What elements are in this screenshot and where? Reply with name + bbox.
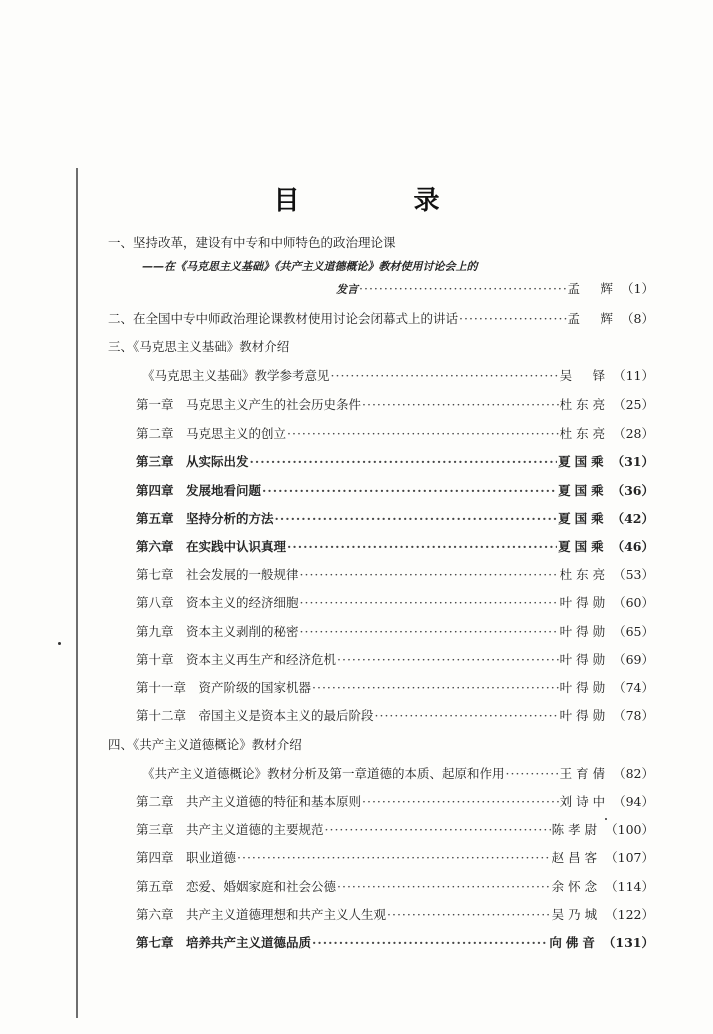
toc-entry-label: 《马克思主义基础》教学参考意见 [142, 368, 330, 383]
toc-entry-label: 第五章 坚持分析的方法 [136, 511, 274, 526]
toc-entry-page: （25） [613, 397, 654, 412]
toc-entry-author: 赵昌客 [551, 850, 602, 865]
toc-entry [142, 764, 654, 784]
toc-entry [136, 848, 654, 868]
toc-entry-page: （65） [613, 624, 654, 639]
toc-entry-author: 叶得勋 [559, 680, 610, 695]
toc-entry-page: （53） [613, 567, 654, 582]
toc-entry [136, 481, 654, 501]
toc-entry-label: 第三章 从实际出发 [136, 454, 249, 469]
toc-entry-author: 余怀念 [551, 879, 602, 894]
dot-leader [387, 905, 551, 925]
toc-entry-page: （28） [613, 426, 654, 441]
toc-entry-author: 夏国乘 [558, 483, 608, 498]
toc-heading-4: 四、《共产主义道德概论》教材介绍 [108, 737, 302, 752]
toc-entry-label: 发言 [336, 283, 358, 296]
toc-entry-author: 叶得勋 [559, 595, 610, 610]
toc-entry-author: 刘诗中 [559, 794, 610, 809]
toc-entry-label: 第十章 资本主义再生产和经济危机 [136, 652, 337, 667]
toc-entry-author: 杜东亮 [559, 426, 610, 441]
toc-entry-author: 叶得勋 [559, 708, 610, 723]
page-title: 目 录 [273, 186, 484, 216]
dot-leader [506, 764, 559, 784]
dot-leader [362, 792, 559, 812]
toc-entry-page: （114） [605, 879, 654, 894]
toc-entry-label: 第十二章 帝国主义是资本主义的最后阶段 [136, 708, 374, 723]
dot-leader [287, 537, 557, 557]
toc-entry-page: （107） [605, 850, 654, 865]
dot-leader [312, 933, 548, 953]
toc-subheading-1: ——在《马克思主义基础》《共产主义道德概论》教材使用讨论会上的 [142, 260, 478, 273]
dot-leader [337, 877, 551, 897]
dot-leader [300, 622, 559, 642]
toc-entry-author: 夏国乘 [558, 511, 608, 526]
dot-leader [375, 706, 559, 726]
dot-leader [275, 509, 558, 529]
toc-entry-author: 杜东亮 [559, 397, 610, 412]
toc-entry-page: （42） [611, 511, 654, 526]
toc-entry-label: 第四章 职业道德 [136, 850, 237, 865]
toc-entry-page: （36） [611, 483, 654, 498]
toc-entry [136, 792, 654, 812]
dot-leader [300, 565, 559, 585]
binding-edge-line [76, 168, 78, 1018]
toc-entry-label: 第八章 资本主义的经济细胞 [136, 595, 299, 610]
dot-leader [325, 820, 551, 840]
toc-entry-author: 吴乃城 [551, 907, 602, 922]
toc-entry-author: 叶得勋 [559, 624, 610, 639]
dot-leader [300, 593, 559, 613]
toc-entry [136, 593, 654, 613]
toc-entry-label: 第九章 资本主义剥削的秘密 [136, 624, 299, 639]
toc-entry [142, 366, 654, 386]
toc-entry-page: （100） [605, 822, 654, 837]
toc-entry-label: 第五章 恋爱、婚姻家庭和社会公德 [136, 879, 337, 894]
toc-entry [136, 452, 654, 472]
dot-leader [359, 279, 567, 299]
toc-entry-author: 向佛音 [549, 935, 599, 950]
toc-entry [136, 820, 654, 840]
toc-entry-page: （78） [613, 708, 654, 723]
toc-entry-page: （8） [621, 311, 654, 326]
toc-entry-label: 第三章 共产主义道德的主要规范 [136, 822, 324, 837]
toc-heading-1: 一、坚持改革，建设有中专和中师特色的政治理论课 [108, 235, 396, 250]
toc-entry-label: 第六章 在实践中认识真理 [136, 539, 287, 554]
toc-entry [136, 678, 654, 698]
toc-entry-author: 吴 铎 [559, 368, 610, 383]
toc-entry-page: （94） [613, 794, 654, 809]
toc-entry [136, 565, 654, 585]
toc-entry-1 [336, 279, 654, 299]
toc-entry-author: 孟 辉 [567, 311, 618, 326]
toc-entry-author: 孟 辉 [567, 281, 618, 296]
toc-entry-author: 夏国乘 [558, 539, 608, 554]
toc-entry [136, 537, 654, 557]
toc-entry-2 [108, 309, 654, 329]
toc-entry-label: 第十一章 资产阶级的国家机器 [136, 680, 312, 695]
toc-entry-page: （11） [613, 368, 654, 383]
toc-entry-page: （46） [611, 539, 654, 554]
scan-speck [58, 642, 61, 645]
toc-entry-label: 第六章 共产主义道德理想和共产主义人生观 [136, 907, 387, 922]
toc-entry-page: （122） [605, 907, 654, 922]
toc-entry-author: 叶得勋 [559, 652, 610, 667]
toc-entry-label: 第七章 社会发展的一般规律 [136, 567, 299, 582]
toc-entry-label: 二、在全国中专中师政治理论课教材使用讨论会闭幕式上的讲话 [108, 311, 459, 326]
dot-leader [459, 309, 567, 329]
toc-entry [136, 424, 654, 444]
toc-heading-3: 三、《马克思主义基础》教材介绍 [108, 339, 290, 354]
toc-entry-label: 第四章 发展地看问题 [136, 483, 262, 498]
dot-leader [331, 366, 559, 386]
toc-entry [136, 622, 654, 642]
toc-entry [136, 395, 654, 415]
toc-entry-label: 第七章 培养共产主义道德品质 [136, 935, 312, 950]
toc-entry-author: 夏国乘 [558, 454, 608, 469]
dot-leader [312, 678, 559, 698]
toc-entry-author: 陈孝尉 [551, 822, 602, 837]
toc-entry [136, 706, 654, 726]
toc-entry-page: （31） [611, 454, 654, 469]
toc-entry-page: （82） [613, 766, 654, 781]
dot-leader [337, 650, 559, 670]
dot-leader [362, 395, 559, 415]
toc-entry [136, 933, 654, 953]
toc-entry [136, 509, 654, 529]
toc-entry-author: 王育倩 [559, 766, 610, 781]
dot-leader [287, 424, 559, 444]
toc-entry-label: 《共产主义道德概论》教材分析及第一章道德的本质、起原和作用 [142, 766, 505, 781]
dot-leader [262, 481, 557, 501]
toc-entry-label: 第二章 共产主义道德的特征和基本原则 [136, 794, 362, 809]
toc-entry-label: 第一章 马克思主义产生的社会历史条件 [136, 397, 362, 412]
toc-entry-author: 杜东亮 [559, 567, 610, 582]
toc-entry [136, 877, 654, 897]
dot-leader [250, 452, 558, 472]
toc-entry-page: （74） [613, 680, 654, 695]
toc-entry-page: （1） [621, 281, 654, 296]
toc-entry [136, 650, 654, 670]
toc-entry-page: （131） [602, 935, 654, 950]
toc-entry [136, 905, 654, 925]
toc-entry-label: 第二章 马克思主义的创立 [136, 426, 287, 441]
toc-entry-page: （69） [613, 652, 654, 667]
dot-leader [237, 848, 551, 868]
toc-entry-page: （60） [613, 595, 654, 610]
